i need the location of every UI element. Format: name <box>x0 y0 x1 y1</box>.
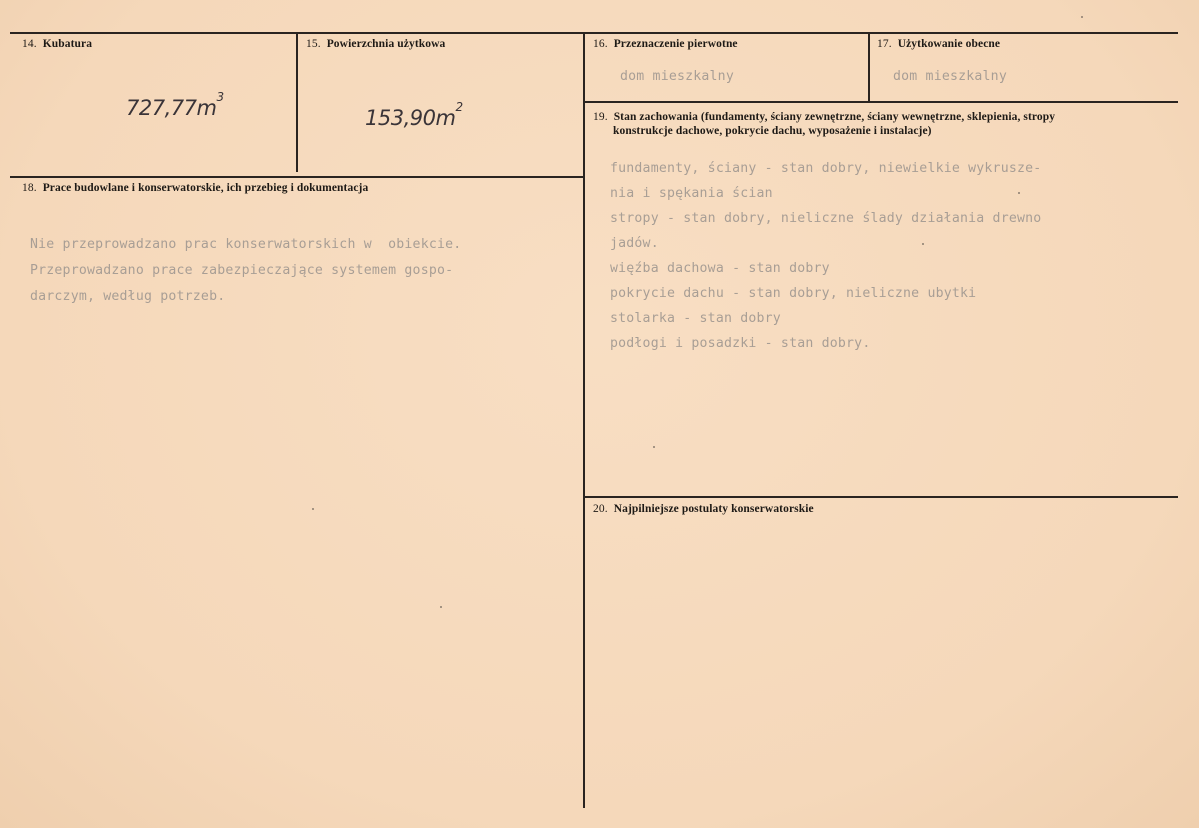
uzytkowanie-value: dom mieszkalny <box>893 69 1007 84</box>
kubatura-value: $727,77m^3$ <box>126 90 224 120</box>
field-number: 15. <box>306 38 321 50</box>
field-number: 14. <box>22 38 37 50</box>
text-line: pokrycie dachu - stan dobry, nieliczne ubytki <box>610 286 977 301</box>
field-title: Najpilniejsze postulaty konserwatorskie <box>613 503 814 515</box>
paper-speck <box>1081 16 1083 18</box>
line-under-16-17 <box>585 101 1178 103</box>
line-under-19 <box>585 496 1178 498</box>
text-line: Nie przeprowadzano prac konserwatorskich w obiekcie. <box>30 237 462 252</box>
field-16-label <box>593 37 738 51</box>
text-line: stropy - stan dobry, nieliczne ślady działania drewno <box>610 211 1042 226</box>
field-19-label <box>593 110 1055 124</box>
field-title: Prace budowlane i konserwatorskie, ich przebieg i dokumentacja <box>42 182 369 194</box>
powierzchnia-value: $153,90m^2$ <box>365 100 463 130</box>
text-line: jadów. <box>610 236 659 251</box>
text-line: darczym, według potrzeb. <box>30 289 226 304</box>
divider-16-17 <box>868 32 870 102</box>
divider-14-15 <box>296 32 298 172</box>
field-19-label-cont: konstrukcje dachowe, pokrycie dachu, wyposażenie i instalacje) <box>613 125 932 137</box>
text-line: więźba dachowa - stan dobry <box>610 261 830 276</box>
field-number: 16. <box>593 38 608 50</box>
field-number: 20. <box>593 503 608 515</box>
paper-speck <box>653 446 655 448</box>
line-under-14-15 <box>10 176 583 178</box>
field-number: 19. <box>593 111 608 123</box>
text-line: fundamenty, ściany - stan dobry, niewielkie wykrusze- <box>610 161 1042 176</box>
text-line: nia i spękania ścian <box>610 186 773 201</box>
text-line: podłogi i posadzki - stan dobry. <box>610 336 871 351</box>
field-17-label <box>877 37 1000 51</box>
field-title: Użytkowanie obecne <box>897 38 1001 50</box>
field-title: Stan zachowania (fundamenty, ściany zewnętrzne, ściany wewnętrzne, sklepienia, stropy <box>613 111 1056 123</box>
field-title: Kubatura <box>42 38 93 50</box>
paper-speck <box>1018 192 1020 194</box>
field-14-label <box>22 37 92 51</box>
field-title: Przeznaczenie pierwotne <box>613 38 738 50</box>
field-number: 17. <box>877 38 892 50</box>
text-line: Przeprowadzano prace zabezpieczające systemem gospo- <box>30 263 454 278</box>
przeznaczenie-value: dom mieszkalny <box>620 69 734 84</box>
field-15-label <box>306 37 445 51</box>
top-border <box>10 32 1178 34</box>
divider-left-right <box>583 32 585 808</box>
field-title: Powierzchnia użytkowa <box>326 38 446 50</box>
paper-speck <box>440 606 442 608</box>
field-number: 18. <box>22 182 37 194</box>
text-line: stolarka - stan dobry <box>610 311 781 326</box>
paper-speck <box>922 243 924 245</box>
field-18-label <box>22 181 368 195</box>
paper-speck <box>312 508 314 510</box>
field-20-label <box>593 502 814 516</box>
